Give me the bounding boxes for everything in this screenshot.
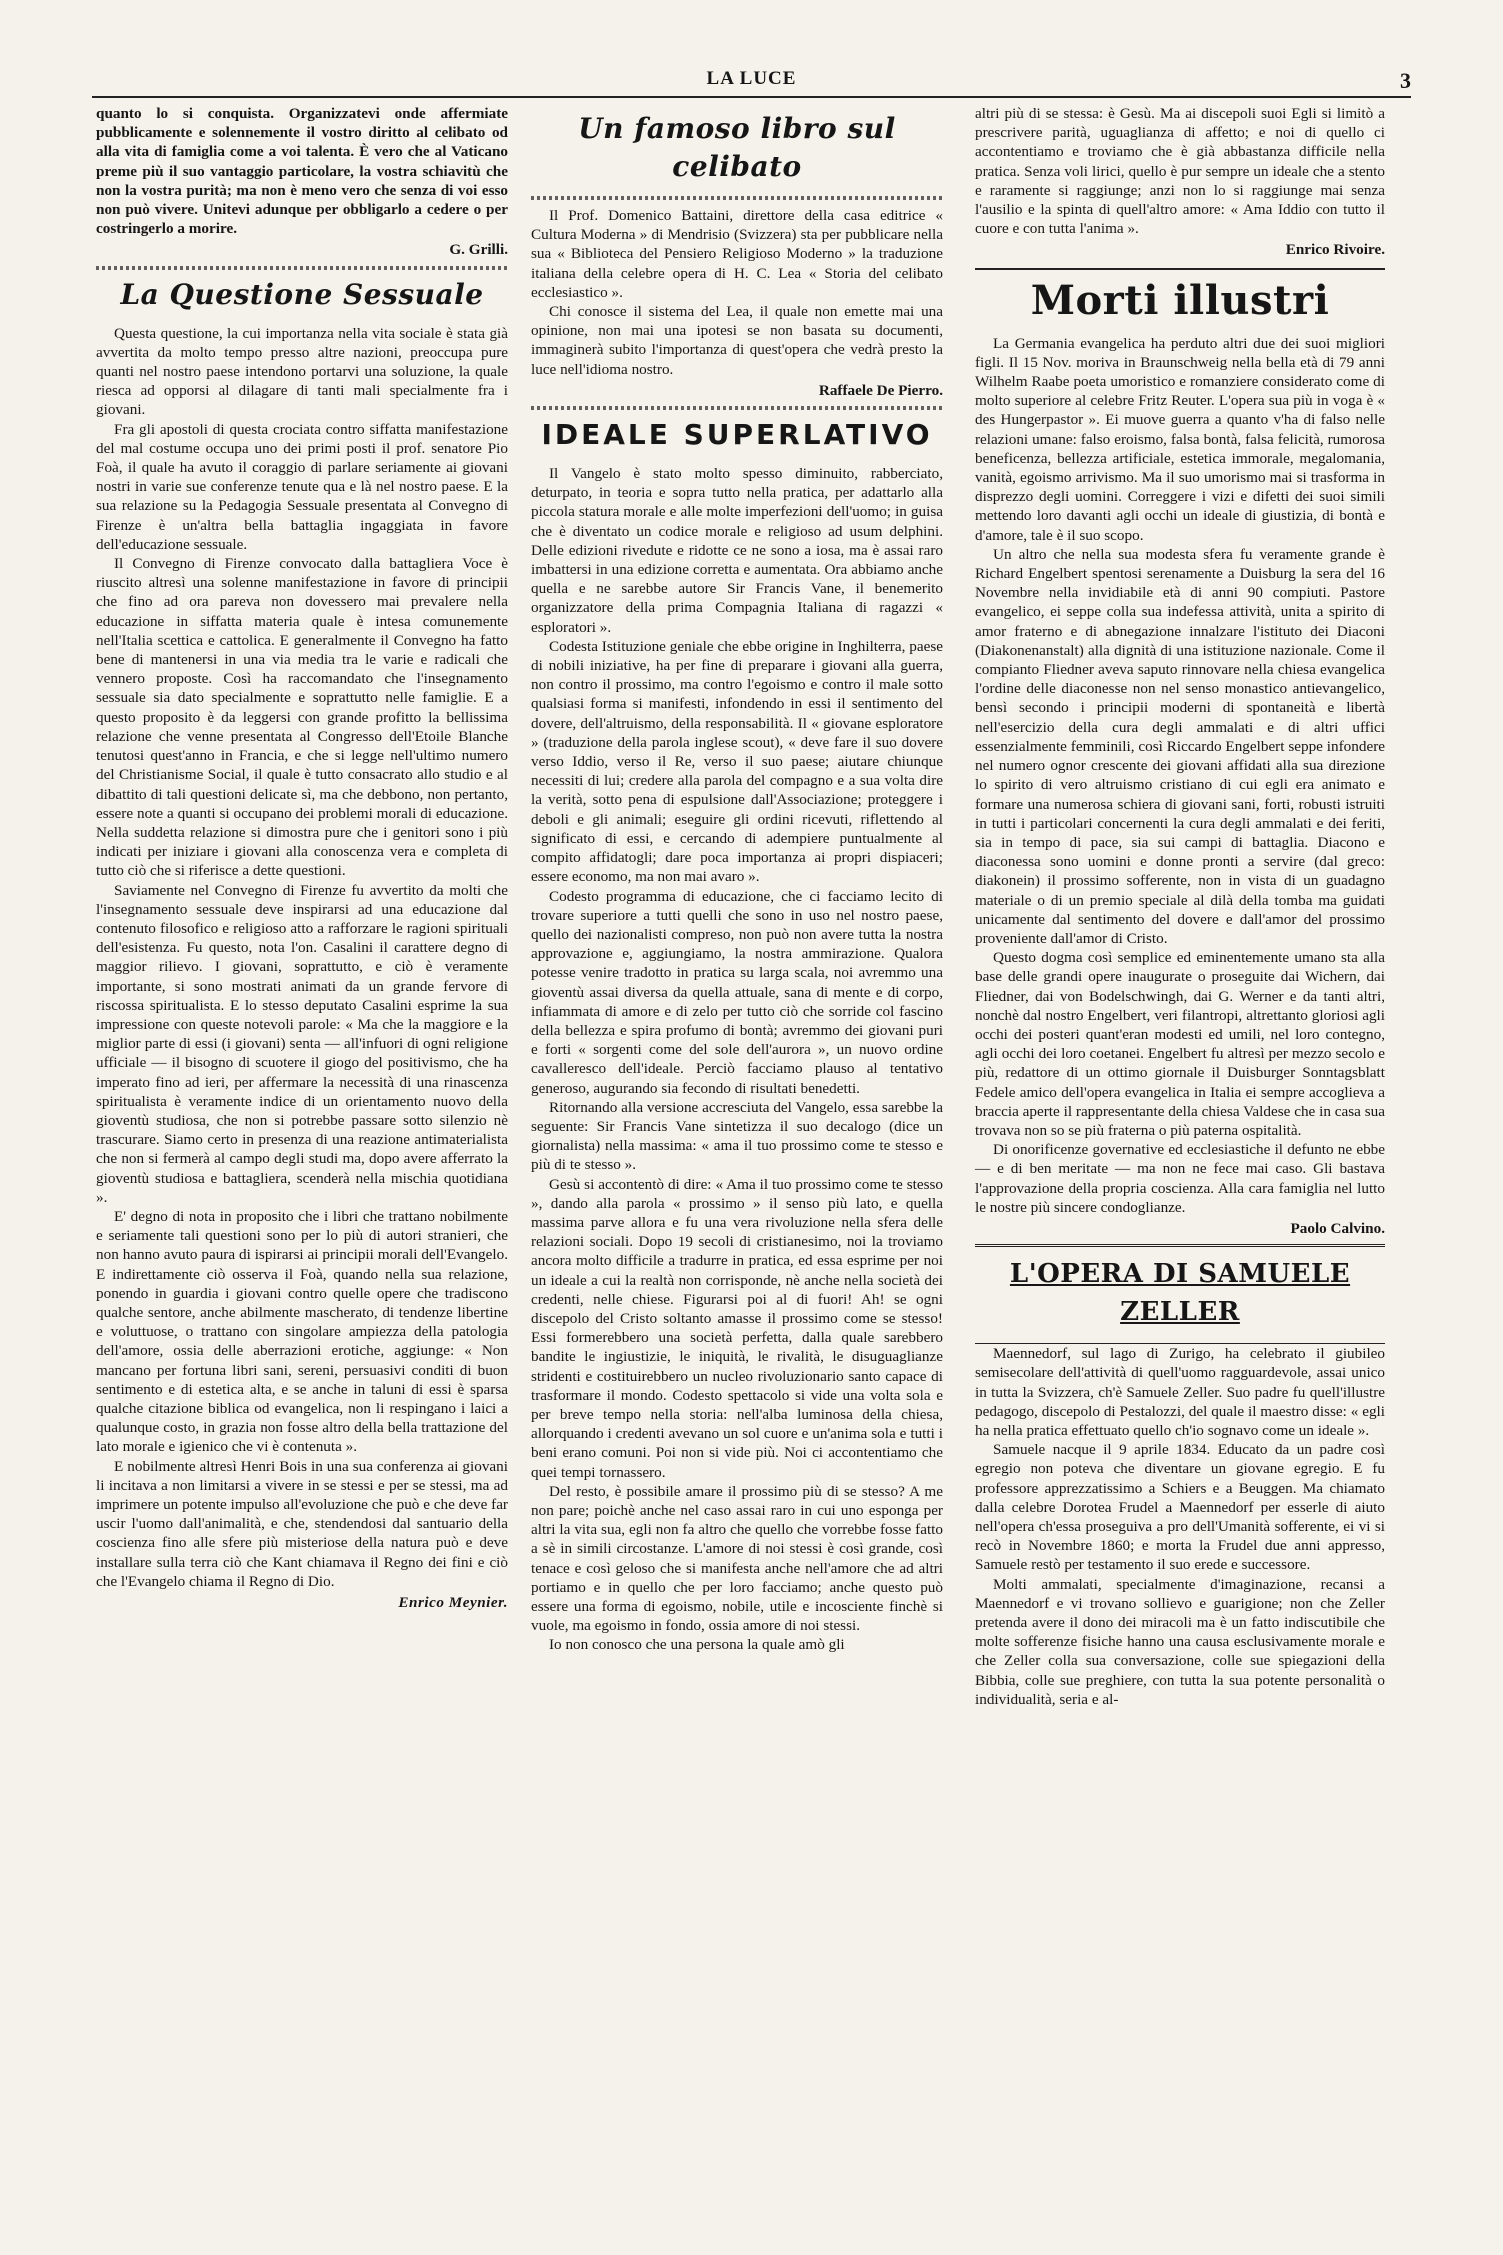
paragraph: Fra gli apostoli di questa crociata contro siffatta manifestazione del mal costume occupa uno dei primi posti il prof. senatore Pio Foà, il quale ha avuto il coraggio di parlare seriamente ai giovani nostri in varie sue conferenze tenute qua e là nel nostro paese. E la sua relazione su la Pedagogia Sessuale presentata al Convegno di Firenze è un'altra bella battaglia ingaggiata in favore dell'educazione sessuale. [96, 420, 508, 553]
intro-paragraph: quanto lo si conquista. Organizzatevi onde affermiate pubblicamente e solennemente il vostro diritto al celibato od alla vita di famiglia come a voi talenta. È vero che al Vaticano preme più il suo vantaggio particolare, la vostra schiavitù che non la vostra purità; ma non è meno vero che senza di voi esso non può vivere. Unitevi adunque per obbligarlo a cedere o per costringerlo a morire. [96, 105, 508, 238]
newspaper-title: LA LUCE [706, 68, 797, 89]
divider [96, 266, 508, 270]
paragraph: Codesto programma di educazione, che ci facciamo lecito di trovare superiore a tutti quelli che sono in uso nel nostro paese, quello dei nazionalisti compreso, non può non avere tutta la nostra approvazione e, aggiungiamo, la nostra ammirazione. Qualora potesse venire tradotto in pratica su larga scala, noi avremmo una gioventù assai diversa da quella attuale, sana di mente e di corpo, infiammata di amore e di zelo per tutto ciò che sorride col fascino della bellezza e spira profumo di bontà; avremmo dei giovani puri e forti « sorgenti come del sole dell'aurora », un nuovo ordine cavalleresco dell'ideale. Perciò facciamo plauso al tentativo generoso, augurando sia fecondo di risultati benedetti. [531, 887, 943, 1097]
paragraph: Saviamente nel Convegno di Firenze fu avvertito da molti che l'insegnamento sessuale deve inspirarsi ad una educazione dal contenuto filosofico e religioso atto a rafforzare le ragioni spirituali dell'esistenza. Fu questo, nota l'on. Casalini il carattere degno di maggior rilievo. I giovani, soprattutto, e ciò è veramente importante, si sono mostrati animati da un grande fervore di riscossa spiritualista. E lo stesso deputato Casalini esprime la sua impressione con queste notevoli parole: « Ma che la maggiore e la miglior parte di essi (i giovani) senta — all'infuori di ogni religione ufficiale — il bisogno di scuotere il giogo del positivismo, che ha imperato fino ad ieri, per affermare la necessità di una rinascenza spiritualista è veramente indice di un orientamento nuovo della gioventù studiosa, che non si potrebbe passare sotto silenzio nè trascurare. Siamo certo in presenza di una reazione antimaterialista che non si fermerà al campo degli studi ma, dopo avere afferrato la gioventù studiosa e battagliera, scenderà nella mischia quotidiana ». [96, 881, 508, 1206]
article-title: IDEALE SUPERLATIVO [541, 418, 933, 452]
column-2 [531, 104, 943, 1655]
paragraph: Io non conosco che una persona la quale amò gli [549, 1636, 845, 1654]
paragraph: Questo dogma così semplice ed eminentemente umano sta alla base delle grandi opere inaugurate o proseguite dai Wichern, dai Fliedner, dai von Bodelschwingh, dai G. Werner e da tanti altri, nonchè dal nostro Engelbert, veri filantropi, altrettanto gloriosi agli occhi dei posteri quant'eran modesti ed umili, nel loro contegno, agli occhi dei loro coetanei. Engelbert fu altresì per mezzo secolo e più, redattore di un ottimo giornale il Duisburger Sonntagsblatt Fedele amico dell'opera evangelica in Italia ei sempre accoglieva a braccia aperte il rappresentante della chiesa Valdese che in casa sua trovava non so se più fraterna o più paterna ospitalità. [975, 949, 1385, 1139]
article-signature: Paolo Calvino. [1290, 1219, 1385, 1237]
article-title: Un famoso libro sul celibato [578, 112, 896, 183]
column-3 [975, 104, 1385, 1709]
paragraph: E nobilmente altresì Henri Bois in una sua conferenza ai giovani li incitava a non limitarsi a vivere in se stessi e per se stessi, ma ad imprimere un potente impulso all'evoluzione che può e che deve far uscir l'uomo dall'animalità, e che, stendendosi dal santuario della coscienza fino alle sfere più misteriose della natura può e deve installare sulla terra ciò che Kant chiamava il Regno dei fini e ciò che l'Evangelo chiama il Regno di Dio. [96, 1457, 508, 1590]
intro-signature: G. Grilli. [449, 241, 508, 259]
paragraph: Questa questione, la cui importanza nella vita sociale è stata già avvertita da molto tempo presso altre nazioni, preoccupa pure quanti nel nostro paese intendono portarvi una soluzione, la quale riesca ad opporsi al dilagare di tanti mali specialmente fra i giovani. [96, 324, 508, 419]
paragraph: Gesù si accontentò di dire: « Ama il tuo prossimo come te stesso », dando alla parola « prossimo » il senso più lato, e quella massima parve allora e fu una vera rivoluzione nella sfera delle relazioni sociali. Dopo 19 secoli di cristianesimo, noi la troviamo ancora molto difficile a tradurre in pratica, ed essa esprime per noi un ideale a cui la realtà non corrisponde, nè anche nella società dei credenti, nelle chiese. Figurarsi poi al di fuori! Ah! se ogni discepolo del Cristo soltanto amasse il prossimo come se stesso! Essi formerebbero una società perfetta, dalla quale sarebbero bandite le ingiustizie, le iniquità, le rivalità, le disuguaglianze stridenti e costituirebbero un nucleo rivoluzionario santo capace di trasformare il mondo. Codesto spettacolo si vide una volta sola e per breve tempo nella storia: nell'alba luminosa della chiesa, allorquando i credenti avevano un sol cuore e un'anima sola e tutti i beni erano comuni. Poi non si vide più. Noi ci accontentiamo che quei tempi tornassero. [531, 1175, 943, 1481]
paragraph: Il Prof. Domenico Battaini, direttore della casa editrice « Cultura Moderna » di Mendrisio (Svizzera) sta per pubblicare nella sua « Biblioteca del Pensiero Religioso Moderno » la traduzione italiana della celebre opera di H. C. Lea « Storia del celibato ecclesiastico ». [531, 207, 943, 301]
paragraph: Maennedorf, sul lago di Zurigo, ha celebrato il giubileo semisecolare dell'attività di quell'uomo ragguardevole, assai unico in tutta la Svizzera, ch'è Samuele Zeller. Suo padre fu quell'illustre pedagogo, discepolo di Pestalozzi, del quale il maestro disse: « egli ha nella pratica effettuato quello ch'io sognavo come un ideale ». [975, 1345, 1385, 1439]
paragraph: Samuele nacque il 9 aprile 1834. Educato da un padre così egregio non poteva che diventare un giovane egregio. E fu professore apprezzatissimo a Schiers e a Beuggen. Ma chiamato dalla celebre Dorotea Frudel a Maennedorf per esserle di aiuto nell'opera ch'essa proseguiva a pro dell'Umanità sofferente, ei vi si recò in Novembre 1860; e morta la Frudel due anni appresso, Samuele restò per testamento il suo erede e successore. [975, 1441, 1385, 1574]
paragraph: Il Vangelo è stato molto spesso diminuito, rabberciato, deturpato, in teoria e sopra tutto nella pratica, per adattarlo alla piccola statura morale e alle molte imperfezioni dell'uomo; in guisa che è diventato un codice morale e religioso ad usum delphini. Delle edizioni rivedute e ridotte ce ne sono a iosa, ma è assai raro imbattersi in una edizione corretta e aumentata. Ora abbiamo anche quella e ne sarebbe autore Sir Francis Vane, il benemerito organizzatore della prima Compagnia Italiana di ragazzi « esploratori ». [531, 465, 943, 636]
article-title: Morti illustri [1030, 276, 1330, 324]
paragraph: Molti ammalati, specialmente d'imaginazione, recansi a Maennedorf e vi trovano sollievo e guarigione; non che Zeller pretenda avere il dono dei miracoli ma è un fatto indiscutibile che molte sofferenze fisiche hanno una causa esclusivamente morale e che Zeller colla sua conversazione, colle sue spiegazioni della Bibbia, colle sue preghiere, con tutta la sua potente personalità o individualità, seria e al- [975, 1575, 1385, 1708]
paragraph: Del resto, è possibile amare il prossimo più di se stesso? A me non pare; poichè anche nel caso assai raro in cui uno esponga per altri la vita sua, egli non fa altro che quello che vorrebbe fosse fatto a sè in simili circostanze. L'amore di noi stessi è così grande, così tenace e così geloso che si manifesta anche nell'amore che ad altri portiamo e in quello che per loro facciamo; anche questo può essere una forma di egoismo, nobile, utile e incosciente finchè si vuole, ma egoismo in fondo, ossia amore di noi stessi. [531, 1482, 943, 1635]
divider [531, 196, 943, 200]
column-1 [96, 104, 508, 1618]
article-title: La Questione Sessuale [120, 277, 484, 311]
masthead [92, 66, 1411, 98]
paragraph: Di onorificenze governative ed ecclesiastiche il defunto ne ebbe — e di ben meritate — ma non ne fece mai caso. Gli bastava l'approvazione della propria coscienza. Alla cara famiglia nel lutto le nostre più sincere condoglianze. [975, 1141, 1385, 1216]
paragraph: La Germania evangelica ha perduto altri due dei suoi migliori figli. Il 15 Nov. moriva in Braunschweig nella bella età di 79 anni Wilhelm Raabe poeta umoristico e romanziere considerato come di molto superiore al celebre Fritz Reuter. L'opera sua più in voga è « des Hungerpastor ». Ei muove guerra a quanto v'ha di falso nelle relazioni umane: falso eroismo, falsa bontà, falsa felicità, rumorosa beneficenza, bellezza artificiale, estetica immorale, megalomania, vanità, egoismo arrivismo. Ma il suo umorismo mai si trasforma in disprezzo degli uomini. Correggere i vizi e difetti dei suoi simili mettendo loro davanti agli occhi un ideale di giustizia, di bontà e d'amore, tale è il suo scopo. [975, 334, 1385, 544]
paragraph: Ritornando alla versione accresciuta del Vangelo, essa sarebbe la seguente: Sir Francis Vane sintetizza il suo decalogo (dice un giornalista) nella massima: « ama il tuo prossimo come te stesso e più di te stesso ». [531, 1098, 944, 1174]
divider [975, 268, 1385, 270]
paragraph: Il Convegno di Firenze convocato dalla battagliera Voce è riuscito altresì una solenne manifestazione in favore di principii che fino ad ora pareva non dovessero mai prevalere nella educazione in siffatta materia quale è intesa comunemente nell'Italia scettica e cattolica. E generalmente il Convegno ha fatto bene di mantenersi in una via media tra le varie e radicali che vennero proposte. Così ha raccomandato che l'insegnamento sessuale sia dato specialmente e soprattutto nelle famiglie. E a questo proposito è da leggersi con grande profitto la bellissima relazione che venne presentata al Congresso dell'Etoile Blanche tenutosi quest'anno in Francia, e che si legge nell'ultimo numero del Christianisme Social, il quale è tutto consacrato allo studio e al dibattito di tali questioni delicate sì, ma che debbono, non pertanto, essere note a quanti si occupano dei problemi morali di educazione. Nella suddetta relazione si dimostra pure che i genitori sono i più indicati per iniziare i giovani alla conoscenza vera e completa di tutto ciò che si riferisce a dette questioni. [96, 555, 508, 880]
article-signature: Enrico Meynier. [398, 1594, 508, 1612]
paragraph: E' degno di nota in proposito che i libri che trattano nobilmente e seriamente tali questioni sono per lo più di autori stranieri, che non hanno avuto paura di ispirarsi ai principii morali dell'Evangelo. E indirettamente ciò osserva il Foà, quando nella sua relazione, ponendo in guardia i giovani contro quelle opere che tradiscono qualche sentore, anche abilmente mascherato, di tendenze libertine e voluttuose, o trattano con singolare ampiezza della patologia dell'amore, ossia delle aberrazioni erotiche, aggiunge: « Non mancano per fortuna libri sani, sereni, persuasivi conditi di buon sentimento e di estetica alta, e se anche in taluni di essi è sparsa qualche citazione biblica od evangelica, non li respingano i laici a qualunque costo, in grazia non fosse altro della bella trattazione del lato morale e igienico che vi è contenuta ». [96, 1207, 508, 1456]
paragraph: Codesta Istituzione geniale che ebbe origine in Inghilterra, paese di nobili iniziative, ha per fine di preparare i giovani alla guerra, non contro il prossimo, ma contro l'egoismo e contro il male sotto qualsiasi forma si manifesti, infondendo in essi il sentimento del dovere, dell'altruismo, della responsabilità. Il « giovane esploratore » (traduzione della parola inglese scout), « deve fare il suo dovere verso Iddio, verso il Re, verso il suo paese; aiutare chiunque necessiti di lui; credere alla parola del compagno e a sua volta dire la verità, sotto pena di espulsione dall'Associazione; proteggere i deboli e gli animali; eseguire gli ordini ricevuti, riflettendo al significato di essi, e cercando di adempiere puntualmente al compito affidatogli; dare poca importanza ai propri dispiaceri; essere economo, ma non mai avaro ». [531, 637, 943, 886]
page-number: 3 [1400, 68, 1411, 93]
title-frame [975, 1244, 1385, 1344]
paragraph: Un altro che nella sua modesta sfera fu veramente grande è Richard Engelbert spentosi serenamente a Duisburg la sera del 16 Novembre nella invidiabile età di anni 90 compiuti. Pastore evangelico, ei seppe colla sua indefessa attività, unita a spirito di amor fraterno e di abnegazione innalzare l'istituto dei Diaconi (Diakonenanstalt) alla dignità di una istituzione nazionale. Come il compianto Fliedner aveva saputo rinnovare nella chiesa evangelica l'ordine delle diaconesse non nel senso monastico antievangelico, bensì secondo i principii moderni di spontaneità e libertà nell'esercizio della cura degli ammalati e di altri uffici essenzialmente femminili, così Riccardo Engelbert seppe infondere nel numero ognor crescente dei giovani affidati alla sua direzione lo spirito di vero altruismo cristiano di cui egli era animato e formare una numerosa schiera di giovani sani, forti, robusti istruiti in tutti i particolari concernenti la cura degli ammalati e dei feriti, sia in tempo di pace, sia sui campi di battaglia. Diacono e diaconessa sono uomini e donne pronti a servire (dal greco: diakonein) il prossimo sofferente, non in vista di un guadagno materiale o di un premio speciale al dilà della tomba ma guidati unicamente dal sentimento del dovere e dall'amor del prossimo proveniente dall'amor di Cristo. [975, 545, 1385, 947]
article-title: L'OPERA DI SAMUELE ZELLER [1009, 1259, 1351, 1328]
article-signature: Enrico Rivoire. [1285, 241, 1385, 259]
divider [531, 406, 943, 410]
paragraph: Chi conosce il sistema del Lea, il quale non emette mai una opinione, non mai una ipotesi se non basata su documenti, immaginerà subito l'importanza di quest'opera che vedrà presto la luce nell'idioma nostro. [531, 303, 943, 378]
article-signature: Raffaele De Pierro. [818, 381, 943, 399]
paragraph: altri più di se stessa: è Gesù. Ma ai discepoli suoi Egli si limitò a prescrivere parità, uguaglianza di affetto; e noi di quello ci accontentiamo e troviamo che è già abbastanza difficile nella pratica. Senza voli lirici, quello è pur sempre un ideale che a stento e raramente si raggiunge; anzi non lo si raggiunge mai senza l'ausilio e la spinta di quell'altro amore: « Ama Iddio con tutto il cuore e con tutta l'anima ». [975, 105, 1385, 238]
